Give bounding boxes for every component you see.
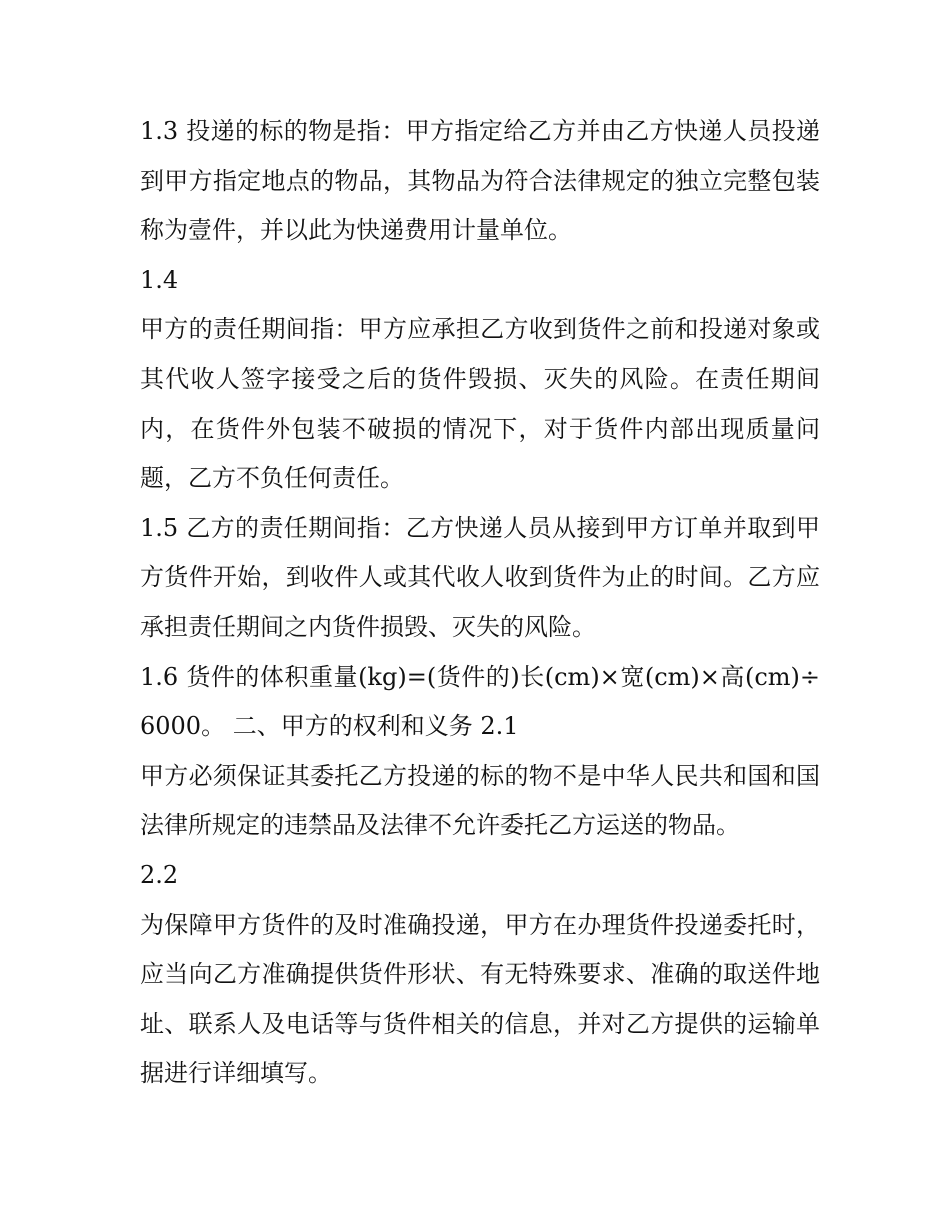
document-body [140,107,820,1099]
paragraph-1-4: 甲方的责任期间指：甲方应承担乙方收到货件之前和投递对象或其代收人签字接受之后的货件毁损、灭失的风险。在责任期间内，在货件外包装不破损的情况下，对于货件内部出现质量问题，乙方不负任何责任。 [140,315,820,493]
paragraph-2-1: 甲方必须保证其委托乙方投递的标的物不是中华人民共和国和国法律所规定的违禁品及法律不允许委托乙方运送的物品。 [140,761,820,840]
paragraph-1-4-number: 1.4 [140,265,179,294]
paragraph-2-2-number: 2.2 [140,860,179,889]
paragraph-1-5: 1.5 乙方的责任期间指：乙方快递人员从接到甲方订单并取到甲方货件开始，到收件人或其代收人收到货件为止的时间。乙方应承担责任期间之内货件损毁、灭失的风险。 [140,513,820,641]
paragraph-1-6: 1.6 货件的体积重量(kg)=(货件的)长(cm)×宽(cm)×高(cm)÷6000。 二、甲方的权利和义务 2.1 [140,662,820,741]
paragraph-2-2: 为保障甲方货件的及时准确投递，甲方在办理货件投递委托时，应当向乙方准确提供货件形状、有无特殊要求、准确的取送件地址、联系人及电话等与货件相关的信息，并对乙方提供的运输单据进行详细填写。 [140,910,820,1088]
paragraph-1-3: 1.3 投递的标的物是指：甲方指定给乙方并由乙方快递人员投递到甲方指定地点的物品，其物品为符合法律规定的独立完整包装称为壹件，并以此为快递费用计量单位。 [140,117,820,245]
